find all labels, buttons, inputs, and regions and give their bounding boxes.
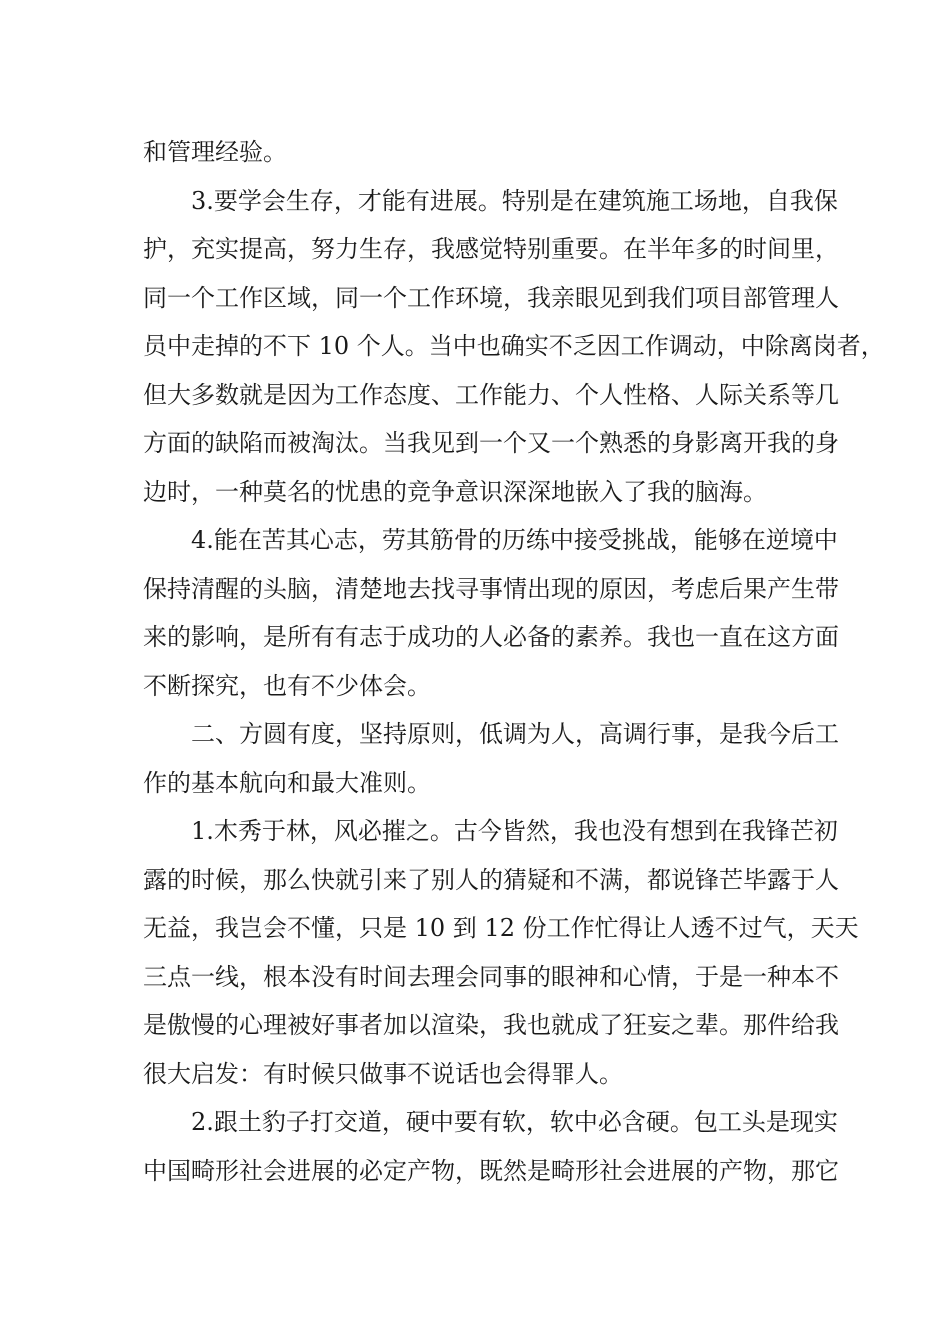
text-line: 和管理经验。 [143, 138, 287, 166]
text-line: 露的时候，那么快就引来了别人的猜疑和不满，都说锋芒毕露于人 [143, 865, 839, 894]
text-line: 三点一线，根本没有时间去理会同事的眼神和心情，于是一种本不 [143, 962, 839, 991]
text-line: 二、方圆有度，坚持原则，低调为人，高调行事，是我今后工 [191, 720, 839, 748]
text-line: 无益，我岂会不懂，只是 10 到 12 份工作忙得让人透不过气，天天 [143, 914, 859, 942]
text-line: 4.能在苦其心志，劳其筋骨的历练中接受挑战，能够在逆境中 [191, 526, 838, 554]
paragraph-item-3 [143, 177, 885, 517]
text-line: 很大启发：有时候只做事不说话也会得罪人。 [143, 1059, 623, 1088]
section-heading-2 [143, 710, 839, 807]
text-line: 2.跟土豹子打交道，硬中要有软，软中必含硬。包工头是现实 [191, 1108, 838, 1136]
text-line: 边时，一种莫名的忧患的竞争意识深深地嵌入了我的脑海。 [143, 477, 767, 506]
text-line: 中国畸形社会进展的必定产物，既然是畸形社会进展的产物，那它 [143, 1156, 839, 1185]
text-line: 护，充实提高，努力生存，我感觉特别重要。在半年多的时间里， [143, 235, 839, 263]
text-line: 但大多数就是因为工作态度、工作能力、个人性格、人际关系等几 [143, 380, 839, 409]
paragraph-item-2-2 [143, 1098, 839, 1195]
text-line: 1.木秀于林，风必摧之。古今皆然，我也没有想到在我锋芒初 [191, 817, 838, 845]
paragraph-item-2-1 [143, 807, 859, 1098]
text-line: 方面的缺陷而被淘汰。当我见到一个又一个熟悉的身影离开我的身 [143, 429, 839, 457]
text-line: 是傲慢的心理被好事者加以渲染，我也就成了狂妄之辈。那件给我 [143, 1011, 839, 1039]
text-line: 3.要学会生存，才能有进展。特别是在建筑施工场地，自我保 [191, 186, 838, 215]
text-line: 保持清醒的头脑，清楚地去找寻事情出现的原因，考虑后果产生带 [143, 574, 839, 603]
text-line: 来的影响，是所有有志于成功的人必备的素养。我也一直在这方面 [143, 623, 839, 651]
text-line: 不断探究，也有不少体会。 [143, 671, 431, 700]
text-line: 作的基本航向和最大准则。 [143, 768, 431, 797]
paragraph-item-4 [143, 516, 839, 710]
text-line: 员中走掉的不下 10 个人。当中也确实不乏因工作调动，中除离岗者， [143, 332, 885, 360]
document-body [143, 128, 885, 1195]
text-line: 同一个工作区域，同一个工作环境，我亲眼见到我们项目部管理人 [143, 283, 839, 312]
paragraph-continuation [143, 128, 815, 177]
